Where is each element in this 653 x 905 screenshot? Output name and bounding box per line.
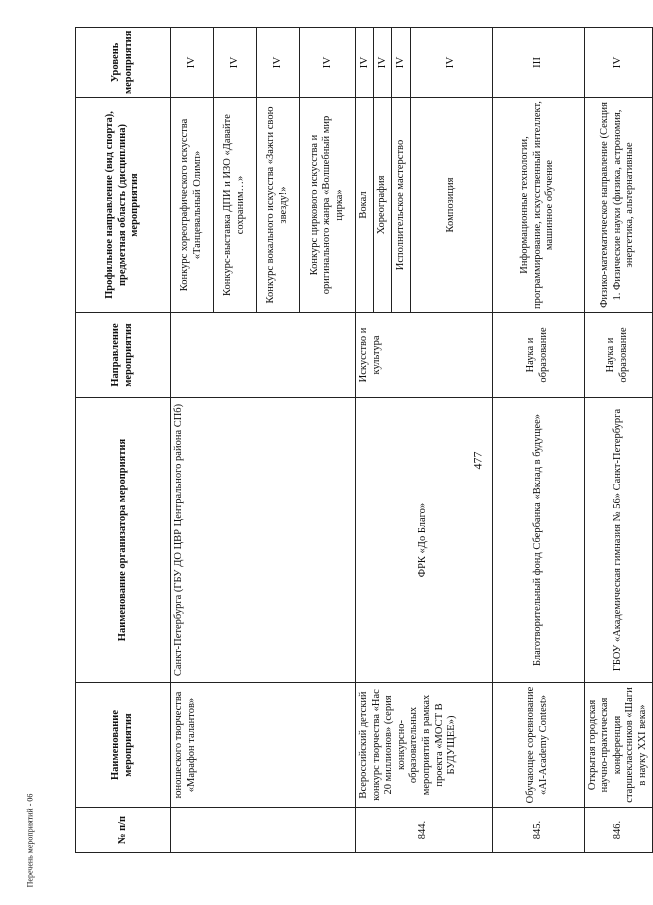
row-num: 846.	[584, 808, 652, 853]
row-profile: Хореография	[374, 98, 392, 313]
row-name: Обучающее соревнование «AI-Academy Contest»	[492, 683, 584, 808]
row-level: IV	[171, 28, 214, 98]
row-direction: Искусство и культура	[356, 313, 493, 398]
table-row	[584, 28, 652, 853]
row-level: IV	[300, 28, 356, 98]
page-number: 477	[470, 451, 485, 469]
table-row	[356, 28, 374, 853]
table-row	[171, 28, 214, 853]
table-row	[492, 28, 584, 853]
row-profile: Информационные технологии, программирование, искусственный интеллект, машинное обучение	[492, 98, 584, 313]
row-level: IV	[214, 28, 257, 98]
row-profile: Физико-математическое направление (Секция 1. Физические науки (физика, астрономия, энергетика, альтернативные	[584, 98, 652, 313]
row-profile: Конкурс циркового искусства и оригинального жанра «Волшебный мир цирка»	[300, 98, 356, 313]
row-level: III	[492, 28, 584, 98]
row-profile: Конкурс вокального искусства «Зажги свою звезду!»	[257, 98, 300, 313]
row-num: 844.	[356, 808, 493, 853]
row-num	[171, 808, 356, 853]
events-table-frame	[75, 28, 648, 853]
row-level: IV	[374, 28, 392, 98]
header-profile: Профильное направление (вид спорта), предметная область (дисциплина) мероприятия	[76, 98, 171, 313]
row-profile: Конкурс-выставка ДПИ и ИЗО «Давайте сохраним…»	[214, 98, 257, 313]
header-name: Наименование мероприятия	[76, 683, 171, 808]
header-num: № п/п	[76, 808, 171, 853]
header-row	[76, 28, 171, 853]
header-level: Уровень мероприятия	[76, 28, 171, 98]
row-level: IV	[257, 28, 300, 98]
events-table	[75, 27, 653, 853]
row-direction	[171, 313, 356, 398]
row-level: IV	[392, 28, 410, 98]
row-profile: Исполнительское мастерство	[392, 98, 410, 313]
row-level: IV	[410, 28, 492, 98]
header-direction: Направление мероприятия	[76, 313, 171, 398]
row-level: IV	[584, 28, 652, 98]
document-footer: Перечень мероприятий - 06	[25, 793, 35, 887]
row-profile: Вокал	[356, 98, 374, 313]
row-name: юношеского творчества «Марафон талантов»	[171, 683, 356, 808]
row-direction: Наука и образование	[584, 313, 652, 398]
row-direction: Наука и образование	[492, 313, 584, 398]
row-organizer: ФРК «До Благо»	[356, 398, 493, 683]
row-organizer: ГБОУ «Академическая гимназия № 56» Санкт-Петербурга	[584, 398, 652, 683]
row-level: IV	[356, 28, 374, 98]
row-profile: Композиция	[410, 98, 492, 313]
row-profile: Конкурс хореографического искусства «Танцевальный Олимп»	[171, 98, 214, 313]
row-num: 845.	[492, 808, 584, 853]
row-organizer: Благотворительный фонд Сбербанка «Вклад в будущее»	[492, 398, 584, 683]
row-name: Открытая городская научно-практическая конференция старшеклассников «Шаги в науку XXI века»	[584, 683, 652, 808]
row-name: Всероссийский детский конкурс творчества «Нас 20 миллионов» (серия конкурсно-образовательных мероприятий в рамках проекта «МОСТ В БУДУЩЕЕ»)	[356, 683, 493, 808]
header-organizer: Наименование организатора мероприятия	[76, 398, 171, 683]
rotated-page	[75, 28, 648, 853]
row-organizer: Санкт-Петербурга (ГБУ ДО ЦВР Центрального района СПб)	[171, 398, 356, 683]
